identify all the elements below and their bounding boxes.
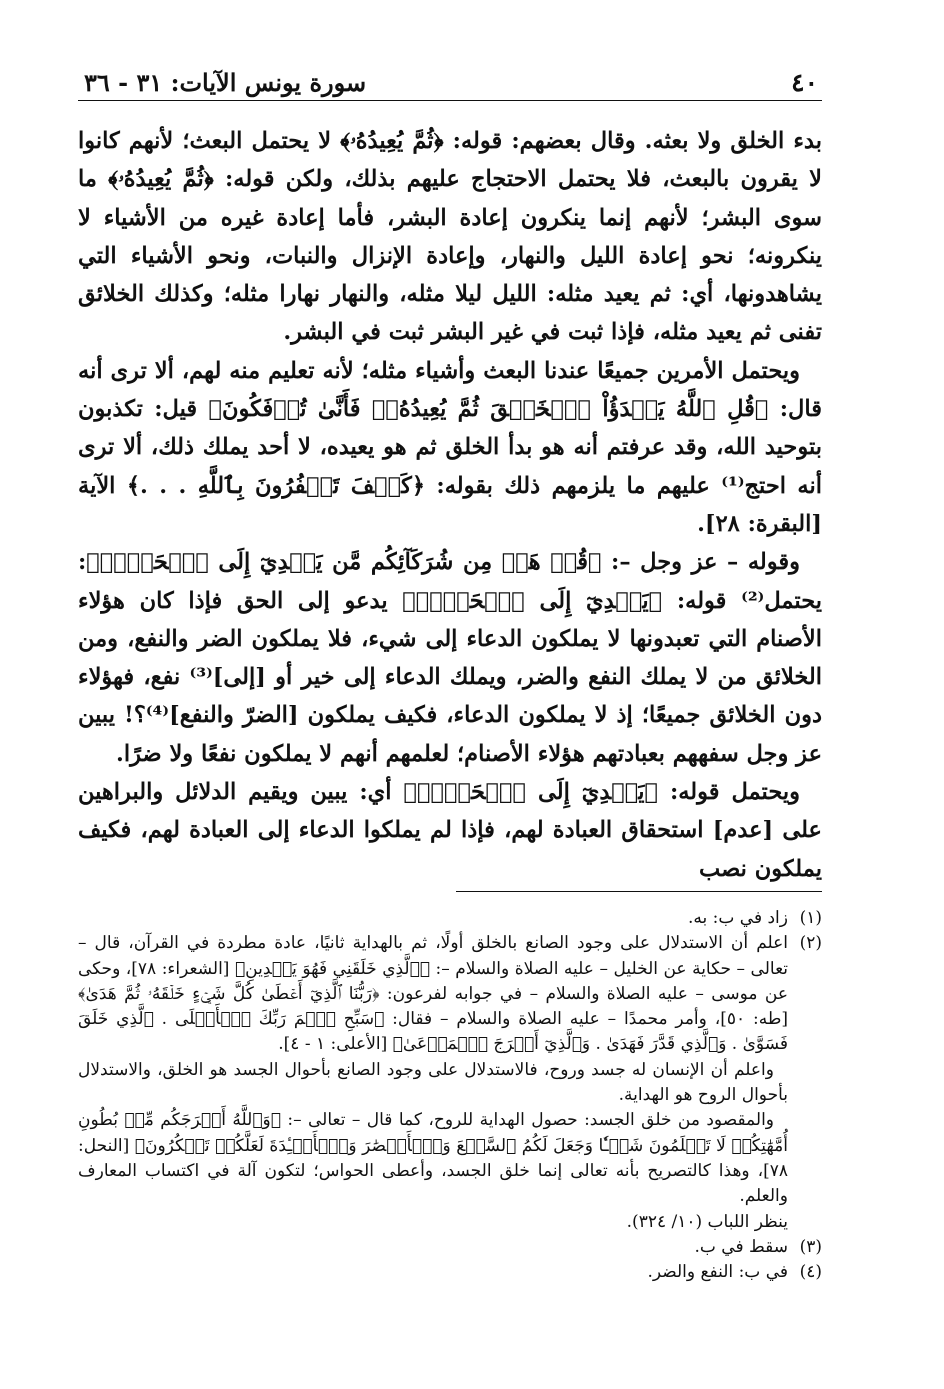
body-paragraph-4: ويحتمل قوله: ﴿يَهۡدِيٓ إِلَى ٱلۡحَقِّۚ﴾ أي: يبين ويقيم الدلائل والبراهين على [عدم] استحقاق العبادة لهم، فإذا لم يملكوا الدعاء إلى العبادة لهم، فكيف يملكون نصب [78,779,822,882]
body-paragraph-3: وقوله – عز وجل –: ﴿قُلۡ هَلۡ مِن شُرَكَآئِكُم مَّن يَهۡدِيٓ إِلَى ٱلۡحَقِّۚ﴾: يحتمل⁽²⁾ قوله: ﴿يَهۡدِيٓ إِلَى ٱلۡحَقِّۚ﴾ يدعو إلى الحق فإذا كان هؤلاء الأصنام التي تعبدونها لا يملكون الدعاء إلى شيء، فلا يملكون الضر والنفع، ومن الخلائق من لا يملك النفع والضر، ويملك الدعاء إلى خير أو [إلى]⁽³⁾ نفع، فهؤلاء دون الخلائق جميعًا؛ إذ لا يملكون الدعاء، فكيف يملكون [الضرّ والنفع]⁽⁴⁾؟! يبين عز وجل سفههم بعبادتهم هؤلاء الأصنام؛ لعلمهم أنهم لا يملكون نفعًا ولا ضرًا. [78,549,822,767]
footnote-3 [78,1235,822,1260]
footnote-text: زاد في ب: به. [688,908,788,928]
footnote-2 [78,931,822,1235]
body-paragraph-1: بدء الخلق ولا بعثه. وقال بعضهم: قوله: ﴿ثُمَّ يُعِيدُهُۥ﴾ لا يحتمل البعث؛ لأنهم كانوا لا يقرون بالبعث، فلا يحتمل الاحتجاج عليهم بذلك، ولكن قوله: ﴿ثُمَّ يُعِيدُهُۥ﴾ ما سوى البشر؛ لأنهم إنما ينكرون إعادة البشر، فأما إعادة غيره من الأشياء لا ينكرونه؛ نحو إعادة الليل والنهار، وإعادة الإنزال والنبات، ونحو الأشياء التي يشاهدونها، أي: ثم يعيد مثله: الليل ليلا مثله، والنهار نهارا مثله؛ وكذلك الخلائق تفنى ثم يعيد مثله، فإذا ثبت في غير البشر ثبت في البشر. [78,128,822,346]
footnote-body [78,1260,788,1285]
running-title: سورة يونس الآيات: ٣١ - ٣٦ [84,68,367,97]
page-number: ٤٠ [791,68,818,97]
footnote-number: (٤) [799,1262,822,1283]
footnote-1 [78,906,822,931]
page-header [78,60,822,101]
document-page [78,52,822,1382]
footnote-number: (٢) [799,933,822,954]
footnote-number: (١) [799,908,822,928]
footnote-text: في ب: النفع والضر. [647,1262,788,1283]
body-paragraph-2: ويحتمل الأمرين جميعًا عندنا البعث وأشياء مثله؛ لأنه تعليم منه لهم، ألا ترى أنه قال: ﴿قُلِ ٱللَّهُ يَبۡدَؤُاْ ٱلۡخَلۡقَ ثُمَّ يُعِيدُهُۥۖ فَأَنَّىٰ تُؤۡفَكُونَ﴾ قيل: تكذبون بتوحيد الله، وقد عرفتم أنه هو بدأ الخلق ثم هو يعيده، لا أحد يملك ذلك، ألا ترى أنه احتج⁽¹⁾ عليهم ما يلزمهم ذلك بقوله: ﴿كَيۡفَ تَكۡفُرُونَ بِٱللَّهِ . . .﴾ الآية [البقرة: ٢٨]. [78,357,822,537]
footnote-text: والمقصود من خلق الجسد: حصول الهداية للروح، كما قال – تعالى –: ﴿وَٱللَّهُ أَخۡرَجَكُم مِّنۢ بُطُونِ أُمَّهَٰتِكُمۡ لَا تَعۡلَمُونَ شَيۡـٔٗا وَجَعَلَ لَكُمُ ٱلسَّمۡعَ وَٱلۡأَبۡصَٰرَ وَٱلۡأَفۡـِٔدَةَ لَعَلَّكُمۡ تَشۡكُرُونَ﴾ [النحل: ٧٨]، وهذا كالتصريح بأنه تعالى إنما خلق الجسد، وأعطى الحواس؛ لتكون آلة في اكتساب المعارف والعلم. [78,1110,788,1207]
footnote-text: ينظر اللباب (١٠/ ٣٢٤). [626,1211,788,1232]
footnote-number: (٣) [799,1236,822,1257]
footnotes [78,906,822,1285]
footnote-body [78,1235,788,1260]
footnote-body [78,906,788,931]
footnote-text: سقط في ب. [694,1236,788,1257]
footnote-text: اعلم أن الاستدلال على وجود الصانع بالخلق أولًا، ثم بالهداية ثانيًا، عادة مطردة في القرآن، قال – تعالى – حكاية عن الخليل – عليه الصلاة والسلام –: ﴿ٱلَّذِي خَلَقَنِي فَهُوَ يَهۡدِينِ﴾ [الشعراء: ٧٨]، وحكى عن موسى – عليه الصلاة والسلام – في جوابه لفرعون: ﴿رَبُّنَا ٱلَّذِيٓ أَعۡطَىٰ كُلَّ شَيۡءٍ خَلۡقَهُۥ ثُمَّ هَدَىٰ﴾ [طه: ٥٠]، وأمر محمدًا – عليه الصلاة والسلام – فقال: ﴿سَبِّحِ ٱسۡمَ رَبِّكَ ٱلۡأَعۡلَى . ٱلَّذِي خَلَقَ فَسَوَّىٰ . وَٱلَّذِي قَدَّرَ فَهَدَىٰ . وَٱلَّذِيٓ أَخۡرَجَ ٱلۡمَرۡعَىٰ﴾ [الأعلى: ١ - ٤]. [78,933,788,1055]
footnote-4 [78,1260,822,1285]
footnote-body [78,931,788,1235]
footnote-separator [456,891,822,892]
footnote-text: واعلم أن الإنسان له جسد وروح، فالاستدلال على وجود الصانع بأحوال الجسد هو الخلق، والاستدلال بأحوال الروح هو الهداية. [78,1059,788,1106]
body-text [78,122,822,888]
